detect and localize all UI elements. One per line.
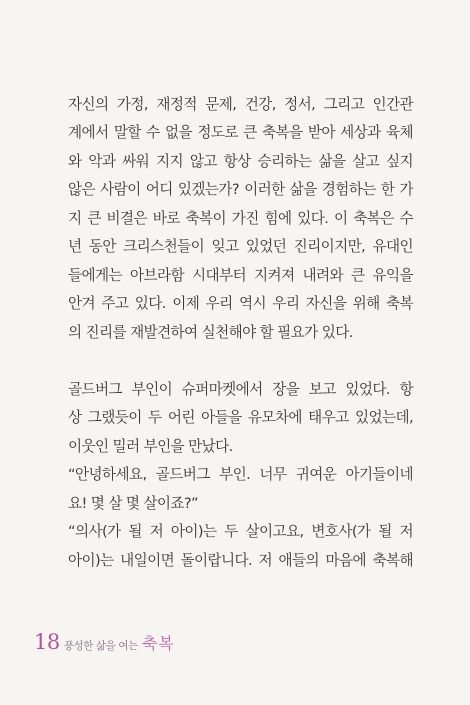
paragraph-line: 상 그랬듯이 두 어린 아들을 유모차에 태우고 있었는데, bbox=[68, 409, 413, 426]
running-head-accent: 축복 bbox=[141, 634, 175, 653]
paragraph-line: 와 악과 싸워 지지 않고 항상 승리하는 삶을 살고 싶지 bbox=[68, 153, 413, 170]
paragraph-line: 지 큰 비결은 바로 축복이 가진 힘에 있다. 이 축복은 수 bbox=[68, 210, 413, 227]
paragraph-line: 안겨 주고 있다. 이제 우리 역시 우리 자신을 위해 축복 bbox=[68, 295, 413, 312]
paragraph-line: 계에서 말할 수 없을 정도로 큰 축복을 받아 세상과 육체 bbox=[68, 124, 413, 141]
page-number: 18 bbox=[34, 630, 60, 654]
paragraph-line: 이웃인 밀러 부인을 만났다. bbox=[68, 438, 233, 455]
paragraph-line: 들에게는 아브라함 시대부터 지켜져 내려와 큰 유익을 bbox=[68, 267, 413, 284]
paragraph-line: 요! 몇 살 몇 살이죠?” bbox=[68, 495, 198, 512]
paragraph-line: “안녕하세요, 골드버그 부인. 너무 귀여운 아기들이네 bbox=[68, 466, 413, 483]
paragraph-line: 자신의 가정, 재정적 문제, 건강, 정서, 그리고 인간관 bbox=[68, 96, 413, 113]
paragraph-line: “의사(가 될 저 아이)는 두 살이고요, 변호사(가 될 저 bbox=[68, 523, 413, 540]
paragraph-line: 년 동안 크리스천들이 잊고 있었던 진리이지만, 유대인 bbox=[68, 238, 413, 255]
paragraph-line: 않은 사람이 어디 있겠는가? 이러한 삶을 경험하는 한 가 bbox=[68, 181, 413, 198]
running-head: 풍성한 삶을 여는 bbox=[63, 640, 138, 652]
page-footer bbox=[34, 630, 175, 660]
paragraph-line: 골드버그 부인이 슈퍼마켓에서 장을 보고 있었다. 항 bbox=[68, 381, 413, 398]
paragraph-line: 아이)는 내일이면 돌이랍니다. 저 애들의 마음에 축복해 bbox=[68, 552, 413, 569]
paragraph-line: 의 진리를 재발견하여 실천해야 할 필요가 있다. bbox=[68, 324, 353, 341]
